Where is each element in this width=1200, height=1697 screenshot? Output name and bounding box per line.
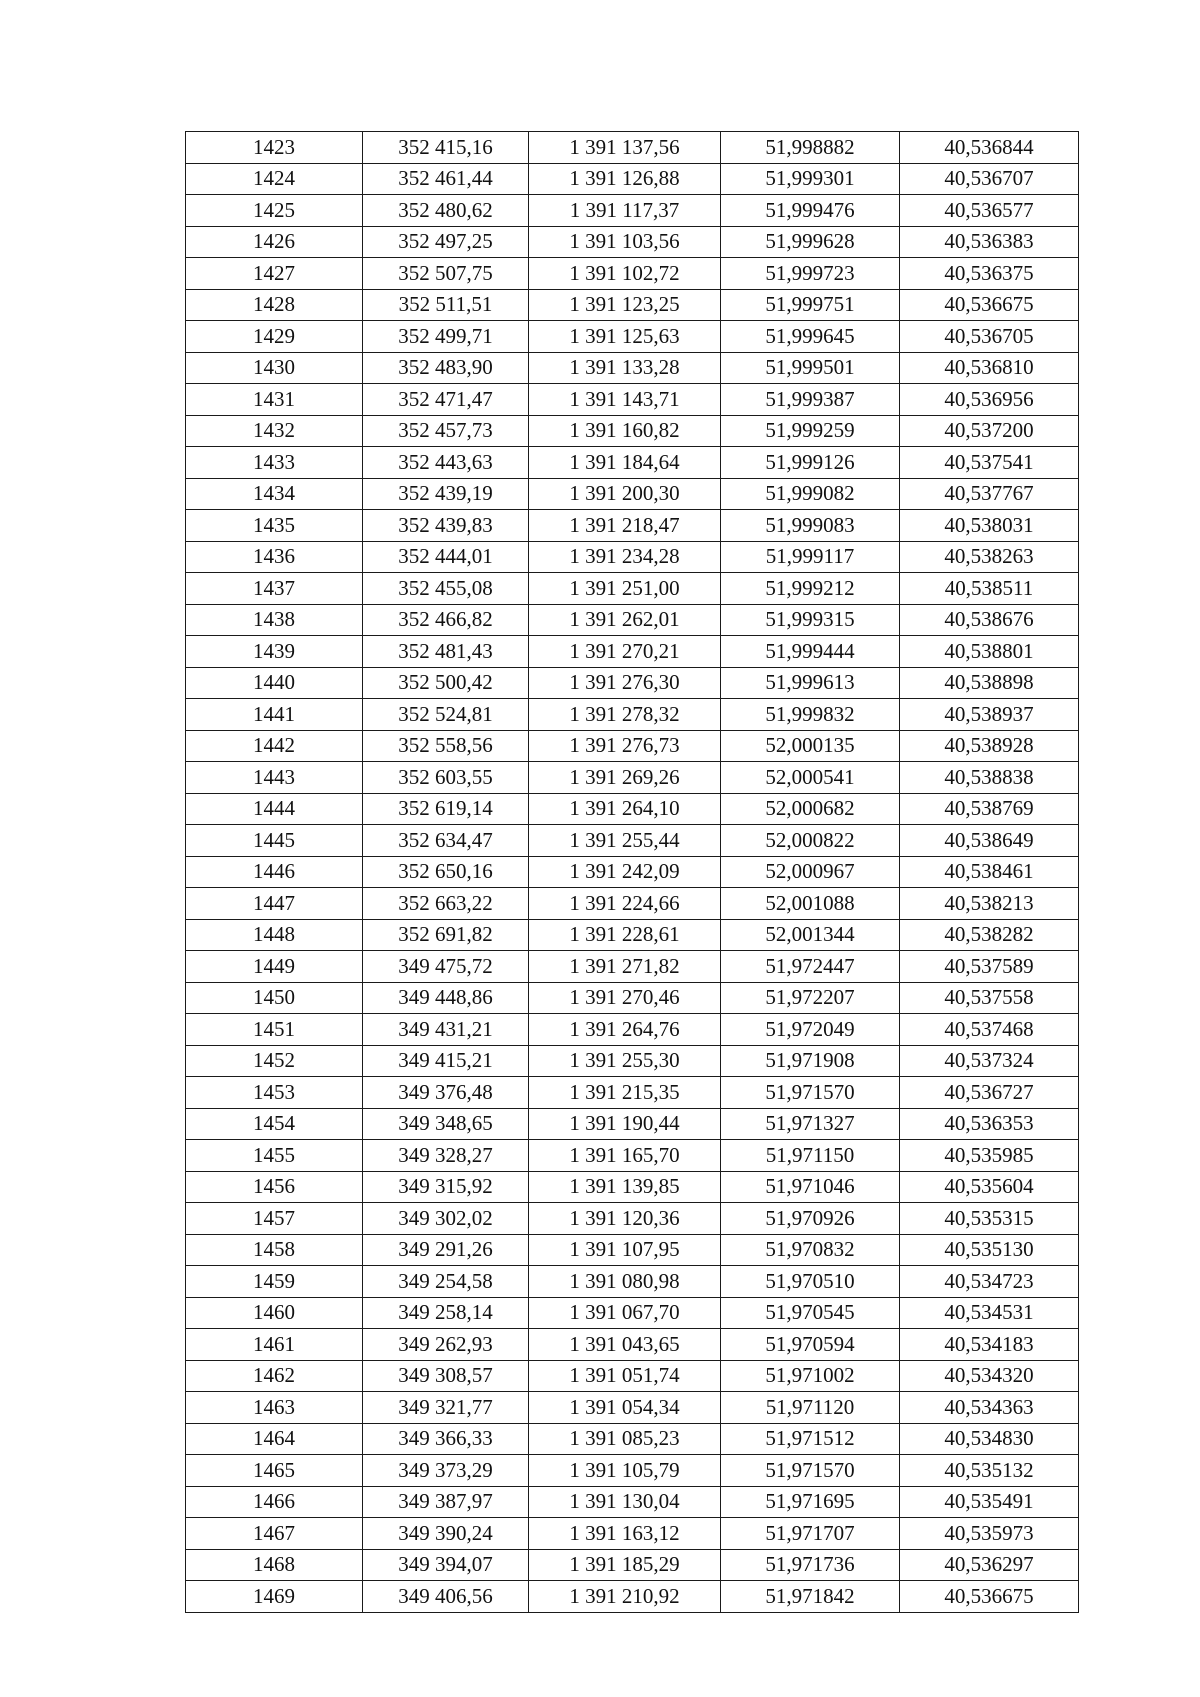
y-coordinate-cell: 1 391 080,98 bbox=[529, 1266, 721, 1298]
longitude-cell: 40,536577 bbox=[900, 195, 1079, 227]
point-number-cell: 1463 bbox=[186, 1392, 363, 1424]
x-coordinate-cell: 352 558,56 bbox=[363, 730, 529, 762]
table-row bbox=[186, 1234, 1079, 1266]
point-number-cell: 1424 bbox=[186, 163, 363, 195]
longitude-cell: 40,534320 bbox=[900, 1360, 1079, 1392]
latitude-cell: 51,971327 bbox=[721, 1108, 900, 1140]
table-row bbox=[186, 982, 1079, 1014]
table-row bbox=[186, 1077, 1079, 1109]
point-number-cell: 1462 bbox=[186, 1360, 363, 1392]
x-coordinate-cell: 352 444,01 bbox=[363, 541, 529, 573]
y-coordinate-cell: 1 391 255,44 bbox=[529, 825, 721, 857]
point-number-cell: 1423 bbox=[186, 132, 363, 164]
point-number-cell: 1427 bbox=[186, 258, 363, 290]
latitude-cell: 51,971707 bbox=[721, 1518, 900, 1550]
x-coordinate-cell: 349 394,07 bbox=[363, 1549, 529, 1581]
y-coordinate-cell: 1 391 139,85 bbox=[529, 1171, 721, 1203]
table-row bbox=[186, 1486, 1079, 1518]
table-row bbox=[186, 384, 1079, 416]
y-coordinate-cell: 1 391 276,30 bbox=[529, 667, 721, 699]
longitude-cell: 40,538031 bbox=[900, 510, 1079, 542]
latitude-cell: 52,000135 bbox=[721, 730, 900, 762]
y-coordinate-cell: 1 391 185,29 bbox=[529, 1549, 721, 1581]
latitude-cell: 51,999613 bbox=[721, 667, 900, 699]
point-number-cell: 1468 bbox=[186, 1549, 363, 1581]
longitude-cell: 40,538838 bbox=[900, 762, 1079, 794]
y-coordinate-cell: 1 391 184,64 bbox=[529, 447, 721, 479]
point-number-cell: 1455 bbox=[186, 1140, 363, 1172]
latitude-cell: 51,999751 bbox=[721, 289, 900, 321]
longitude-cell: 40,536675 bbox=[900, 1581, 1079, 1613]
point-number-cell: 1448 bbox=[186, 919, 363, 951]
longitude-cell: 40,536375 bbox=[900, 258, 1079, 290]
point-number-cell: 1436 bbox=[186, 541, 363, 573]
point-number-cell: 1447 bbox=[186, 888, 363, 920]
longitude-cell: 40,538928 bbox=[900, 730, 1079, 762]
latitude-cell: 51,970926 bbox=[721, 1203, 900, 1235]
point-number-cell: 1444 bbox=[186, 793, 363, 825]
latitude-cell: 51,998882 bbox=[721, 132, 900, 164]
y-coordinate-cell: 1 391 190,44 bbox=[529, 1108, 721, 1140]
latitude-cell: 51,999083 bbox=[721, 510, 900, 542]
table-row bbox=[186, 447, 1079, 479]
point-number-cell: 1439 bbox=[186, 636, 363, 668]
table-row bbox=[186, 636, 1079, 668]
point-number-cell: 1434 bbox=[186, 478, 363, 510]
y-coordinate-cell: 1 391 043,65 bbox=[529, 1329, 721, 1361]
longitude-cell: 40,534723 bbox=[900, 1266, 1079, 1298]
point-number-cell: 1445 bbox=[186, 825, 363, 857]
table-row bbox=[186, 1455, 1079, 1487]
latitude-cell: 52,000682 bbox=[721, 793, 900, 825]
latitude-cell: 51,971736 bbox=[721, 1549, 900, 1581]
x-coordinate-cell: 352 500,42 bbox=[363, 667, 529, 699]
latitude-cell: 51,999315 bbox=[721, 604, 900, 636]
table-row bbox=[186, 478, 1079, 510]
x-coordinate-cell: 352 415,16 bbox=[363, 132, 529, 164]
longitude-cell: 40,535132 bbox=[900, 1455, 1079, 1487]
table-row bbox=[186, 1045, 1079, 1077]
y-coordinate-cell: 1 391 270,21 bbox=[529, 636, 721, 668]
x-coordinate-cell: 352 439,83 bbox=[363, 510, 529, 542]
table-row bbox=[186, 352, 1079, 384]
y-coordinate-cell: 1 391 269,26 bbox=[529, 762, 721, 794]
latitude-cell: 52,000967 bbox=[721, 856, 900, 888]
longitude-cell: 40,535604 bbox=[900, 1171, 1079, 1203]
x-coordinate-cell: 349 291,26 bbox=[363, 1234, 529, 1266]
latitude-cell: 52,001344 bbox=[721, 919, 900, 951]
table-row bbox=[186, 415, 1079, 447]
y-coordinate-cell: 1 391 160,82 bbox=[529, 415, 721, 447]
y-coordinate-cell: 1 391 123,25 bbox=[529, 289, 721, 321]
longitude-cell: 40,538511 bbox=[900, 573, 1079, 605]
point-number-cell: 1442 bbox=[186, 730, 363, 762]
point-number-cell: 1437 bbox=[186, 573, 363, 605]
latitude-cell: 51,999501 bbox=[721, 352, 900, 384]
y-coordinate-cell: 1 391 264,10 bbox=[529, 793, 721, 825]
longitude-cell: 40,538213 bbox=[900, 888, 1079, 920]
table-row bbox=[186, 1392, 1079, 1424]
latitude-cell: 51,972049 bbox=[721, 1014, 900, 1046]
table-row bbox=[186, 1266, 1079, 1298]
longitude-cell: 40,535985 bbox=[900, 1140, 1079, 1172]
point-number-cell: 1465 bbox=[186, 1455, 363, 1487]
point-number-cell: 1441 bbox=[186, 699, 363, 731]
x-coordinate-cell: 349 406,56 bbox=[363, 1581, 529, 1613]
y-coordinate-cell: 1 391 067,70 bbox=[529, 1297, 721, 1329]
latitude-cell: 51,999387 bbox=[721, 384, 900, 416]
longitude-cell: 40,537767 bbox=[900, 478, 1079, 510]
x-coordinate-cell: 349 376,48 bbox=[363, 1077, 529, 1109]
latitude-cell: 52,001088 bbox=[721, 888, 900, 920]
x-coordinate-cell: 349 302,02 bbox=[363, 1203, 529, 1235]
longitude-cell: 40,538649 bbox=[900, 825, 1079, 857]
x-coordinate-cell: 349 262,93 bbox=[363, 1329, 529, 1361]
table-row bbox=[186, 1108, 1079, 1140]
x-coordinate-cell: 349 387,97 bbox=[363, 1486, 529, 1518]
y-coordinate-cell: 1 391 120,36 bbox=[529, 1203, 721, 1235]
table-row bbox=[186, 825, 1079, 857]
y-coordinate-cell: 1 391 130,04 bbox=[529, 1486, 721, 1518]
point-number-cell: 1452 bbox=[186, 1045, 363, 1077]
point-number-cell: 1454 bbox=[186, 1108, 363, 1140]
table-row bbox=[186, 541, 1079, 573]
longitude-cell: 40,537589 bbox=[900, 951, 1079, 983]
x-coordinate-cell: 352 439,19 bbox=[363, 478, 529, 510]
coordinates-table-body bbox=[186, 132, 1079, 1613]
table-row bbox=[186, 1423, 1079, 1455]
point-number-cell: 1426 bbox=[186, 226, 363, 258]
y-coordinate-cell: 1 391 103,56 bbox=[529, 226, 721, 258]
latitude-cell: 51,999645 bbox=[721, 321, 900, 353]
point-number-cell: 1464 bbox=[186, 1423, 363, 1455]
x-coordinate-cell: 352 497,25 bbox=[363, 226, 529, 258]
y-coordinate-cell: 1 391 276,73 bbox=[529, 730, 721, 762]
x-coordinate-cell: 352 663,22 bbox=[363, 888, 529, 920]
longitude-cell: 40,536353 bbox=[900, 1108, 1079, 1140]
latitude-cell: 51,971046 bbox=[721, 1171, 900, 1203]
latitude-cell: 51,971570 bbox=[721, 1077, 900, 1109]
x-coordinate-cell: 349 431,21 bbox=[363, 1014, 529, 1046]
longitude-cell: 40,535491 bbox=[900, 1486, 1079, 1518]
longitude-cell: 40,537558 bbox=[900, 982, 1079, 1014]
x-coordinate-cell: 349 448,86 bbox=[363, 982, 529, 1014]
longitude-cell: 40,536810 bbox=[900, 352, 1079, 384]
longitude-cell: 40,534363 bbox=[900, 1392, 1079, 1424]
longitude-cell: 40,536705 bbox=[900, 321, 1079, 353]
y-coordinate-cell: 1 391 137,56 bbox=[529, 132, 721, 164]
x-coordinate-cell: 349 321,77 bbox=[363, 1392, 529, 1424]
longitude-cell: 40,535315 bbox=[900, 1203, 1079, 1235]
y-coordinate-cell: 1 391 215,35 bbox=[529, 1077, 721, 1109]
y-coordinate-cell: 1 391 262,01 bbox=[529, 604, 721, 636]
point-number-cell: 1430 bbox=[186, 352, 363, 384]
point-number-cell: 1466 bbox=[186, 1486, 363, 1518]
y-coordinate-cell: 1 391 218,47 bbox=[529, 510, 721, 542]
y-coordinate-cell: 1 391 210,92 bbox=[529, 1581, 721, 1613]
x-coordinate-cell: 352 481,43 bbox=[363, 636, 529, 668]
latitude-cell: 51,971842 bbox=[721, 1581, 900, 1613]
latitude-cell: 51,999212 bbox=[721, 573, 900, 605]
longitude-cell: 40,538263 bbox=[900, 541, 1079, 573]
table-row bbox=[186, 1518, 1079, 1550]
y-coordinate-cell: 1 391 105,79 bbox=[529, 1455, 721, 1487]
longitude-cell: 40,538461 bbox=[900, 856, 1079, 888]
table-row bbox=[186, 510, 1079, 542]
longitude-cell: 40,535973 bbox=[900, 1518, 1079, 1550]
table-row bbox=[186, 1329, 1079, 1361]
table-row bbox=[186, 856, 1079, 888]
table-row bbox=[186, 1549, 1079, 1581]
latitude-cell: 51,999628 bbox=[721, 226, 900, 258]
longitude-cell: 40,537324 bbox=[900, 1045, 1079, 1077]
y-coordinate-cell: 1 391 264,76 bbox=[529, 1014, 721, 1046]
x-coordinate-cell: 352 455,08 bbox=[363, 573, 529, 605]
latitude-cell: 51,999082 bbox=[721, 478, 900, 510]
latitude-cell: 51,971150 bbox=[721, 1140, 900, 1172]
x-coordinate-cell: 352 461,44 bbox=[363, 163, 529, 195]
point-number-cell: 1469 bbox=[186, 1581, 363, 1613]
table-row bbox=[186, 919, 1079, 951]
table-row bbox=[186, 1171, 1079, 1203]
table-row bbox=[186, 163, 1079, 195]
x-coordinate-cell: 352 480,62 bbox=[363, 195, 529, 227]
x-coordinate-cell: 349 258,14 bbox=[363, 1297, 529, 1329]
table-row bbox=[186, 793, 1079, 825]
latitude-cell: 51,970545 bbox=[721, 1297, 900, 1329]
table-row bbox=[186, 1581, 1079, 1613]
y-coordinate-cell: 1 391 126,88 bbox=[529, 163, 721, 195]
latitude-cell: 51,970510 bbox=[721, 1266, 900, 1298]
table-row bbox=[186, 604, 1079, 636]
table-row bbox=[186, 1360, 1079, 1392]
y-coordinate-cell: 1 391 242,09 bbox=[529, 856, 721, 888]
latitude-cell: 51,971002 bbox=[721, 1360, 900, 1392]
y-coordinate-cell: 1 391 234,28 bbox=[529, 541, 721, 573]
point-number-cell: 1432 bbox=[186, 415, 363, 447]
x-coordinate-cell: 352 511,51 bbox=[363, 289, 529, 321]
y-coordinate-cell: 1 391 270,46 bbox=[529, 982, 721, 1014]
y-coordinate-cell: 1 391 163,12 bbox=[529, 1518, 721, 1550]
longitude-cell: 40,535130 bbox=[900, 1234, 1079, 1266]
point-number-cell: 1467 bbox=[186, 1518, 363, 1550]
latitude-cell: 51,999301 bbox=[721, 163, 900, 195]
longitude-cell: 40,534531 bbox=[900, 1297, 1079, 1329]
longitude-cell: 40,536707 bbox=[900, 163, 1079, 195]
table-row bbox=[186, 699, 1079, 731]
longitude-cell: 40,538676 bbox=[900, 604, 1079, 636]
longitude-cell: 40,538937 bbox=[900, 699, 1079, 731]
table-row bbox=[186, 667, 1079, 699]
point-number-cell: 1433 bbox=[186, 447, 363, 479]
longitude-cell: 40,537200 bbox=[900, 415, 1079, 447]
point-number-cell: 1458 bbox=[186, 1234, 363, 1266]
y-coordinate-cell: 1 391 224,66 bbox=[529, 888, 721, 920]
x-coordinate-cell: 352 507,75 bbox=[363, 258, 529, 290]
point-number-cell: 1440 bbox=[186, 667, 363, 699]
table-row bbox=[186, 573, 1079, 605]
x-coordinate-cell: 352 443,63 bbox=[363, 447, 529, 479]
point-number-cell: 1449 bbox=[186, 951, 363, 983]
y-coordinate-cell: 1 391 200,30 bbox=[529, 478, 721, 510]
table-row bbox=[186, 258, 1079, 290]
latitude-cell: 51,999259 bbox=[721, 415, 900, 447]
longitude-cell: 40,534830 bbox=[900, 1423, 1079, 1455]
latitude-cell: 51,971512 bbox=[721, 1423, 900, 1455]
point-number-cell: 1425 bbox=[186, 195, 363, 227]
x-coordinate-cell: 349 390,24 bbox=[363, 1518, 529, 1550]
table-row bbox=[186, 730, 1079, 762]
y-coordinate-cell: 1 391 125,63 bbox=[529, 321, 721, 353]
point-number-cell: 1428 bbox=[186, 289, 363, 321]
x-coordinate-cell: 349 475,72 bbox=[363, 951, 529, 983]
point-number-cell: 1443 bbox=[186, 762, 363, 794]
latitude-cell: 51,999723 bbox=[721, 258, 900, 290]
coordinates-table bbox=[185, 131, 1079, 1613]
longitude-cell: 40,536727 bbox=[900, 1077, 1079, 1109]
y-coordinate-cell: 1 391 165,70 bbox=[529, 1140, 721, 1172]
point-number-cell: 1451 bbox=[186, 1014, 363, 1046]
table-row bbox=[186, 1297, 1079, 1329]
longitude-cell: 40,536844 bbox=[900, 132, 1079, 164]
longitude-cell: 40,536297 bbox=[900, 1549, 1079, 1581]
table-row bbox=[186, 132, 1079, 164]
latitude-cell: 51,999117 bbox=[721, 541, 900, 573]
longitude-cell: 40,536675 bbox=[900, 289, 1079, 321]
x-coordinate-cell: 349 373,29 bbox=[363, 1455, 529, 1487]
latitude-cell: 51,971120 bbox=[721, 1392, 900, 1424]
y-coordinate-cell: 1 391 107,95 bbox=[529, 1234, 721, 1266]
latitude-cell: 51,970594 bbox=[721, 1329, 900, 1361]
longitude-cell: 40,536956 bbox=[900, 384, 1079, 416]
latitude-cell: 51,999832 bbox=[721, 699, 900, 731]
y-coordinate-cell: 1 391 143,71 bbox=[529, 384, 721, 416]
table-row bbox=[186, 226, 1079, 258]
latitude-cell: 51,999476 bbox=[721, 195, 900, 227]
x-coordinate-cell: 352 691,82 bbox=[363, 919, 529, 951]
y-coordinate-cell: 1 391 255,30 bbox=[529, 1045, 721, 1077]
longitude-cell: 40,538801 bbox=[900, 636, 1079, 668]
latitude-cell: 51,971570 bbox=[721, 1455, 900, 1487]
point-number-cell: 1453 bbox=[186, 1077, 363, 1109]
y-coordinate-cell: 1 391 085,23 bbox=[529, 1423, 721, 1455]
y-coordinate-cell: 1 391 278,32 bbox=[529, 699, 721, 731]
table-row bbox=[186, 1014, 1079, 1046]
y-coordinate-cell: 1 391 271,82 bbox=[529, 951, 721, 983]
x-coordinate-cell: 352 603,55 bbox=[363, 762, 529, 794]
longitude-cell: 40,538898 bbox=[900, 667, 1079, 699]
point-number-cell: 1459 bbox=[186, 1266, 363, 1298]
latitude-cell: 51,971695 bbox=[721, 1486, 900, 1518]
x-coordinate-cell: 352 483,90 bbox=[363, 352, 529, 384]
table-row bbox=[186, 321, 1079, 353]
y-coordinate-cell: 1 391 102,72 bbox=[529, 258, 721, 290]
x-coordinate-cell: 352 634,47 bbox=[363, 825, 529, 857]
table-row bbox=[186, 1140, 1079, 1172]
point-number-cell: 1457 bbox=[186, 1203, 363, 1235]
point-number-cell: 1460 bbox=[186, 1297, 363, 1329]
x-coordinate-cell: 349 366,33 bbox=[363, 1423, 529, 1455]
y-coordinate-cell: 1 391 133,28 bbox=[529, 352, 721, 384]
latitude-cell: 52,000541 bbox=[721, 762, 900, 794]
latitude-cell: 52,000822 bbox=[721, 825, 900, 857]
point-number-cell: 1435 bbox=[186, 510, 363, 542]
point-number-cell: 1456 bbox=[186, 1171, 363, 1203]
longitude-cell: 40,537541 bbox=[900, 447, 1079, 479]
x-coordinate-cell: 352 471,47 bbox=[363, 384, 529, 416]
point-number-cell: 1431 bbox=[186, 384, 363, 416]
x-coordinate-cell: 349 254,58 bbox=[363, 1266, 529, 1298]
x-coordinate-cell: 349 308,57 bbox=[363, 1360, 529, 1392]
table-row bbox=[186, 951, 1079, 983]
longitude-cell: 40,536383 bbox=[900, 226, 1079, 258]
point-number-cell: 1429 bbox=[186, 321, 363, 353]
x-coordinate-cell: 352 499,71 bbox=[363, 321, 529, 353]
latitude-cell: 51,999444 bbox=[721, 636, 900, 668]
longitude-cell: 40,538769 bbox=[900, 793, 1079, 825]
table-row bbox=[186, 762, 1079, 794]
y-coordinate-cell: 1 391 051,74 bbox=[529, 1360, 721, 1392]
point-number-cell: 1446 bbox=[186, 856, 363, 888]
y-coordinate-cell: 1 391 228,61 bbox=[529, 919, 721, 951]
x-coordinate-cell: 349 328,27 bbox=[363, 1140, 529, 1172]
y-coordinate-cell: 1 391 117,37 bbox=[529, 195, 721, 227]
x-coordinate-cell: 349 315,92 bbox=[363, 1171, 529, 1203]
x-coordinate-cell: 352 650,16 bbox=[363, 856, 529, 888]
table-row bbox=[186, 195, 1079, 227]
y-coordinate-cell: 1 391 251,00 bbox=[529, 573, 721, 605]
table-row bbox=[186, 289, 1079, 321]
x-coordinate-cell: 352 619,14 bbox=[363, 793, 529, 825]
x-coordinate-cell: 352 457,73 bbox=[363, 415, 529, 447]
latitude-cell: 51,972207 bbox=[721, 982, 900, 1014]
latitude-cell: 51,972447 bbox=[721, 951, 900, 983]
y-coordinate-cell: 1 391 054,34 bbox=[529, 1392, 721, 1424]
x-coordinate-cell: 352 524,81 bbox=[363, 699, 529, 731]
longitude-cell: 40,534183 bbox=[900, 1329, 1079, 1361]
latitude-cell: 51,999126 bbox=[721, 447, 900, 479]
point-number-cell: 1438 bbox=[186, 604, 363, 636]
x-coordinate-cell: 352 466,82 bbox=[363, 604, 529, 636]
x-coordinate-cell: 349 348,65 bbox=[363, 1108, 529, 1140]
table-row bbox=[186, 888, 1079, 920]
longitude-cell: 40,537468 bbox=[900, 1014, 1079, 1046]
point-number-cell: 1461 bbox=[186, 1329, 363, 1361]
table-row bbox=[186, 1203, 1079, 1235]
x-coordinate-cell: 349 415,21 bbox=[363, 1045, 529, 1077]
point-number-cell: 1450 bbox=[186, 982, 363, 1014]
latitude-cell: 51,971908 bbox=[721, 1045, 900, 1077]
longitude-cell: 40,538282 bbox=[900, 919, 1079, 951]
latitude-cell: 51,970832 bbox=[721, 1234, 900, 1266]
